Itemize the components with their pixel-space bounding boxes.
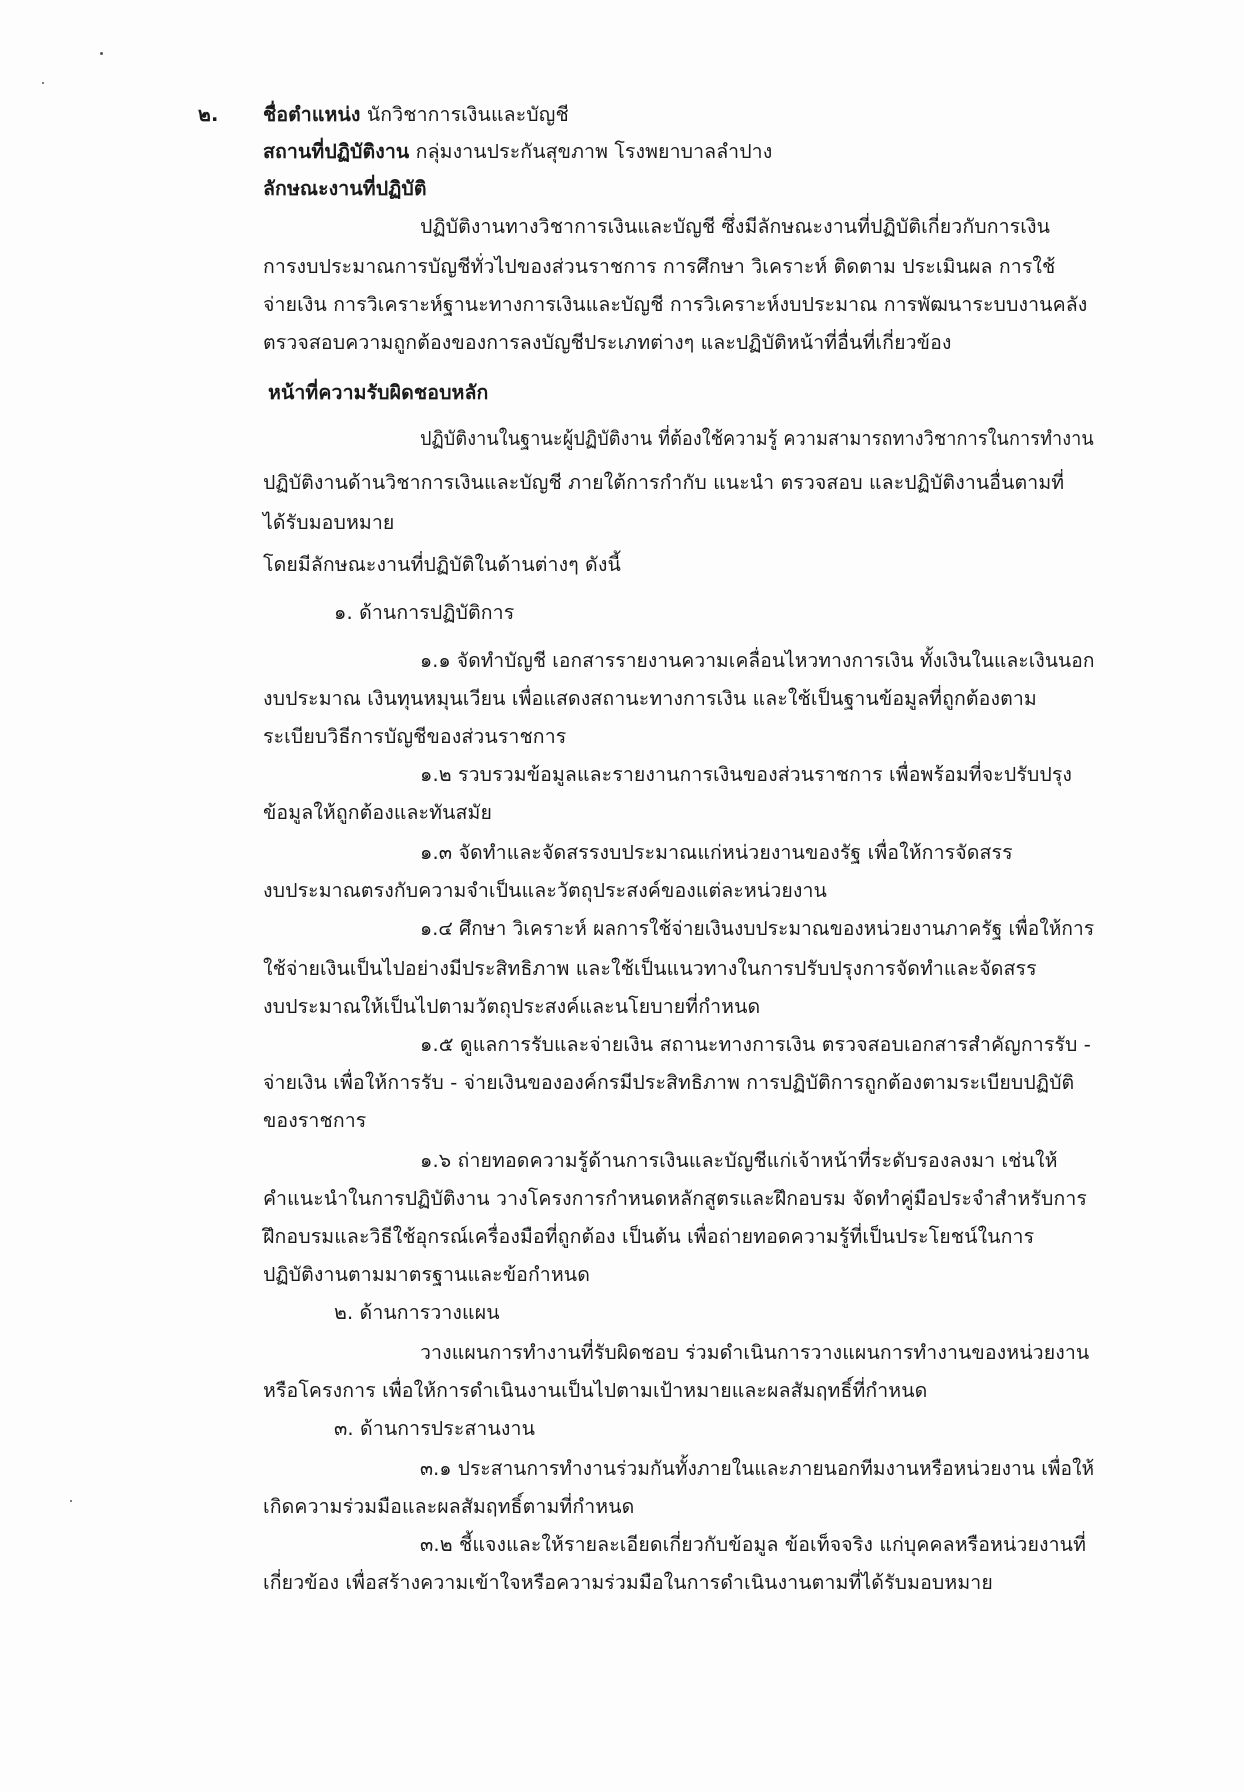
item-1-4-line: งบประมาณให้เป็นไปตามวัตถุประสงค์และนโยบายที่กำหนด (263, 995, 761, 1018)
work-nature-heading: ลักษณะงานที่ปฏิบัติ (263, 177, 427, 200)
item-1-1-line: งบประมาณ เงินทุนหมุนเวียน เพื่อแสดงสถานะทางการเงิน และใช้เป็นฐานข้อมูลที่ถูกต้องตาม (263, 687, 1037, 710)
paragraph-line: จ่ายเงิน การวิเคราะห์ฐานะทางการเงินและบัญชี การวิเคราะห์งบประมาณ การพัฒนาระบบงานคลัง (263, 293, 1088, 316)
workplace-value: กลุ่มงานประกันสุขภาพ โรงพยาบาลลำปาง (415, 140, 773, 163)
scan-speck (42, 82, 44, 84)
paragraph-line: ปฏิบัติงานด้านวิชาการเงินและบัญชี ภายใต้การกำกับ แนะนำ ตรวจสอบ และปฏิบัติงานอื่นตามที่ (263, 471, 1065, 494)
position-line (263, 96, 569, 134)
item-1-6-line: คำแนะนำในการปฏิบัติงาน วางโครงการกำหนดหลักสูตรและฝึกอบรม จัดทำคู่มือประจำสำหรับการ (263, 1187, 1087, 1210)
position-label: ชื่อตำแหน่ง (263, 103, 361, 126)
item-1-5-line: ๑.๕ ดูแลการรับและจ่ายเงิน สถานะทางการเงิน ตรวจสอบเอกสารสำคัญการรับ - (420, 1033, 1091, 1056)
paragraph-line: ได้รับมอบหมาย (263, 511, 395, 534)
area2-line: หรือโครงการ เพื่อให้การดำเนินงานเป็นไปตามเป้าหมายและผลสัมฤทธิ์ที่กำหนด (263, 1379, 928, 1402)
item-1-1-line: ระเบียบวิธีการบัญชีของส่วนราชการ (263, 725, 567, 748)
paragraph-line: ตรวจสอบความถูกต้องของการลงบัญชีประเภทต่างๆ และปฏิบัติหน้าที่อื่นที่เกี่ยวข้อง (263, 331, 952, 354)
item-1-6-line: ปฏิบัติงานตามมาตรฐานและข้อกำหนด (263, 1263, 590, 1286)
item-1-5-line: จ่ายเงิน เพื่อให้การรับ - จ่ายเงินขององค์กรมีประสิทธิภาพ การปฏิบัติการถูกต้องตามระเบียบปฏิบัติ (263, 1071, 1075, 1094)
area3-heading: ๓. ด้านการประสานงาน (334, 1417, 536, 1440)
item-1-4-line: ๑.๔ ศึกษา วิเคราะห์ ผลการใช้จ่ายเงินงบประมาณของหน่วยงานภาครัฐ เพื่อให้การ (420, 917, 1095, 940)
section-number: ๒. (198, 103, 219, 126)
workplace-line (263, 133, 772, 171)
item-1-3-line: งบประมาณตรงกับความจำเป็นและวัตถุประสงค์ของแต่ละหน่วยงาน (263, 879, 827, 902)
paragraph-line: ปฏิบัติงานทางวิชาการเงินและบัญชี ซึ่งมีลักษณะงานที่ปฏิบัติเกี่ยวกับการเงิน (420, 215, 1051, 238)
area2-line: วางแผนการทำงานที่รับผิดชอบ ร่วมดำเนินการวางแผนการทำงานของหน่วยงาน (420, 1341, 1090, 1364)
paragraph-line: การงบประมาณการบัญชีทั่วไปของส่วนราชการ การศึกษา วิเคราะห์ ติดตาม ประเมินผล การใช้ (263, 255, 1056, 278)
item-3-2-line: ๓.๒ ชี้แจงและให้รายละเอียดเกี่ยวกับข้อมูล ข้อเท็จจริง แก่บุคคลหรือหน่วยงานที่ (420, 1533, 1087, 1556)
item-1-6-line: ๑.๖ ถ่ายทอดความรู้ด้านการเงินและบัญชีแก่เจ้าหน้าที่ระดับรองลงมา เช่นให้ (420, 1149, 1058, 1172)
area2-heading: ๒. ด้านการวางแผน (334, 1301, 500, 1324)
item-1-5-line: ของราชการ (263, 1109, 367, 1132)
item-1-1-line: ๑.๑ จัดทำบัญชี เอกสารรายงานความเคลื่อนไหวทางการเงิน ทั้งเงินในและเงินนอก (420, 649, 1095, 672)
duties-heading: หน้าที่ความรับผิดชอบหลัก (268, 381, 489, 404)
item-1-3-line: ๑.๓ จัดทำและจัดสรรงบประมาณแก่หน่วยงานของรัฐ เพื่อให้การจัดสรร (420, 841, 1013, 864)
item-3-2-line: เกี่ยวข้อง เพื่อสร้างความเข้าใจหรือความร่วมมือในการดำเนินงานตามที่ได้รับมอบหมาย (263, 1571, 993, 1594)
paragraph-line: โดยมีลักษณะงานที่ปฏิบัติในด้านต่างๆ ดังนี้ (263, 553, 621, 576)
workplace-label: สถานที่ปฏิบัติงาน (263, 140, 410, 163)
scan-speck (100, 52, 103, 55)
item-1-2-line: ข้อมูลให้ถูกต้องและทันสมัย (263, 801, 492, 824)
area1-heading: ๑. ด้านการปฏิบัติการ (334, 601, 515, 624)
item-1-6-line: ฝึกอบรมและวิธีใช้อุกรณ์เครื่องมือที่ถูกต้อง เป็นต้น เพื่อถ่ายทอดความรู้ที่เป็นประโยชน์ในการ (263, 1225, 1035, 1248)
paragraph-line: ปฏิบัติงานในฐานะผู้ปฏิบัติงาน ที่ต้องใช้ความรู้ ความสามารถทางวิชาการในการทำงาน (420, 427, 1094, 450)
item-1-2-line: ๑.๒ รวบรวมข้อมูลและรายงานการเงินของส่วนราชการ เพื่อพร้อมที่จะปรับปรุง (420, 763, 1073, 786)
item-3-1-line: เกิดความร่วมมือและผลสัมฤทธิ์ตามที่กำหนด (263, 1495, 635, 1518)
position-value: นักวิชาการเงินและบัญชี (366, 103, 569, 126)
item-3-1-line: ๓.๑ ประสานการทำงานร่วมกันทั้งภายในและภายนอกทีมงานหรือหน่วยงาน เพื่อให้ (420, 1457, 1095, 1480)
item-1-4-line: ใช้จ่ายเงินเป็นไปอย่างมีประสิทธิภาพ และใช้เป็นแนวทางในการปรับปรุงการจัดทำและจัดสรร (263, 957, 1037, 980)
scan-speck (70, 1500, 72, 1502)
